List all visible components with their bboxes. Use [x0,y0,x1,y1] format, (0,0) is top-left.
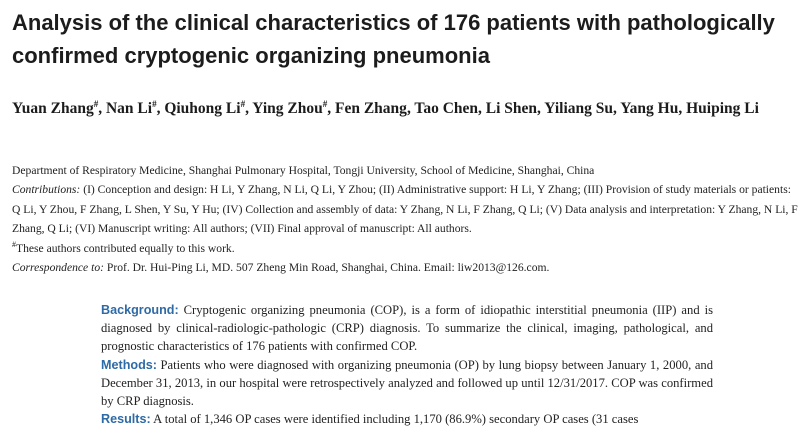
abstract-methods [101,356,713,411]
correspondence-label: Correspondence to: [12,261,104,275]
author: Qiuhong Li#, [164,98,253,117]
results-heading: Results: [101,412,151,427]
author-metadata [12,161,798,277]
background-text: Cryptogenic organizing pneumonia (COP), is a form of idiopathic interstitial pneumonia (IIP) and is diagnosed by clinical-radiologic-pathologic (CRP) diagnosis. To summarize the clinical, imaging, pathological, and prognostic characteristics of 176 patients with confirmed COP. [101,303,713,354]
author: Nan Li#, [105,98,165,117]
author: Tao Chen, [414,100,486,117]
equal-contribution-note: #These authors contributed equally to this work. [12,239,235,255]
author-list [12,99,797,119]
paper-title: Analysis of the clinical characteristics of 176 patients with pathologically confirmed cryptogenic organizing pneumonia [12,10,775,68]
background-heading: Background: [101,303,179,317]
methods-text: Patients who were diagnosed with organizing pneumonia (OP) by lung biopsy between January 1, 2000, and December 31, 2013, in our hospital were retrospectively analyzed and followed up until 12/31/2017. COP was confirmed by CRP diagnosis. [101,357,713,409]
correspondence-text: Prof. Dr. Hui-Ping Li, MD. 507 Zheng Min Road, Shanghai, China. Email: liw2013@126.com. [106,261,550,275]
contributions-label: Contributions: [12,183,81,197]
author: Yang Hu, [620,100,683,117]
author: Ying Zhou#, [252,98,335,117]
abstract [101,301,713,428]
author: Yuan Zhang#, [12,98,106,117]
equal-contribution-mark: # [152,98,157,109]
equal-contribution-mark: # [322,98,328,109]
results-text: A total of 1,346 OP cases were identified including 1,170 (86.9%) secondary OP cases (31 cases [153,412,639,427]
author: Yiliang Su, [544,100,621,117]
author: Fen Zhang, [335,100,415,117]
methods-heading: Methods: [101,357,157,372]
contributions-text: (I) Conception and design: H Li, Y Zhang, N Li, Q Li, Y Zhou; (II) Administrative support: H Li, Y Zhang; (III) Provision of study materials or patients: Q Li, Y Zhou, F Zhang, L Shen, Y Su, Y Hu; (IV) Collection and assembly of data: Y Zhang, N Li, F Zhang, Q Li; (V) Data analysis and interpretation: Y Zhang, N Li, F Zhang, Q Li; (VI) Manuscript writing: All authors; (VII) Final approval of manuscript: All authors. [12,183,798,236]
correspondence [12,258,798,277]
author: Huiping Li [686,100,759,117]
abstract-results [101,410,713,428]
equal-contribution-mark: # [93,98,99,109]
abstract-background [101,301,713,356]
affiliation: Department of Respiratory Medicine, Shanghai Pulmonary Hospital, Tongji University, School of Medicine, Shanghai, China [12,164,595,177]
author: Li Shen, [485,100,545,117]
equal-contribution-mark: # [240,98,246,109]
contributions [12,180,798,238]
equal-contribution-mark: # [12,239,16,249]
